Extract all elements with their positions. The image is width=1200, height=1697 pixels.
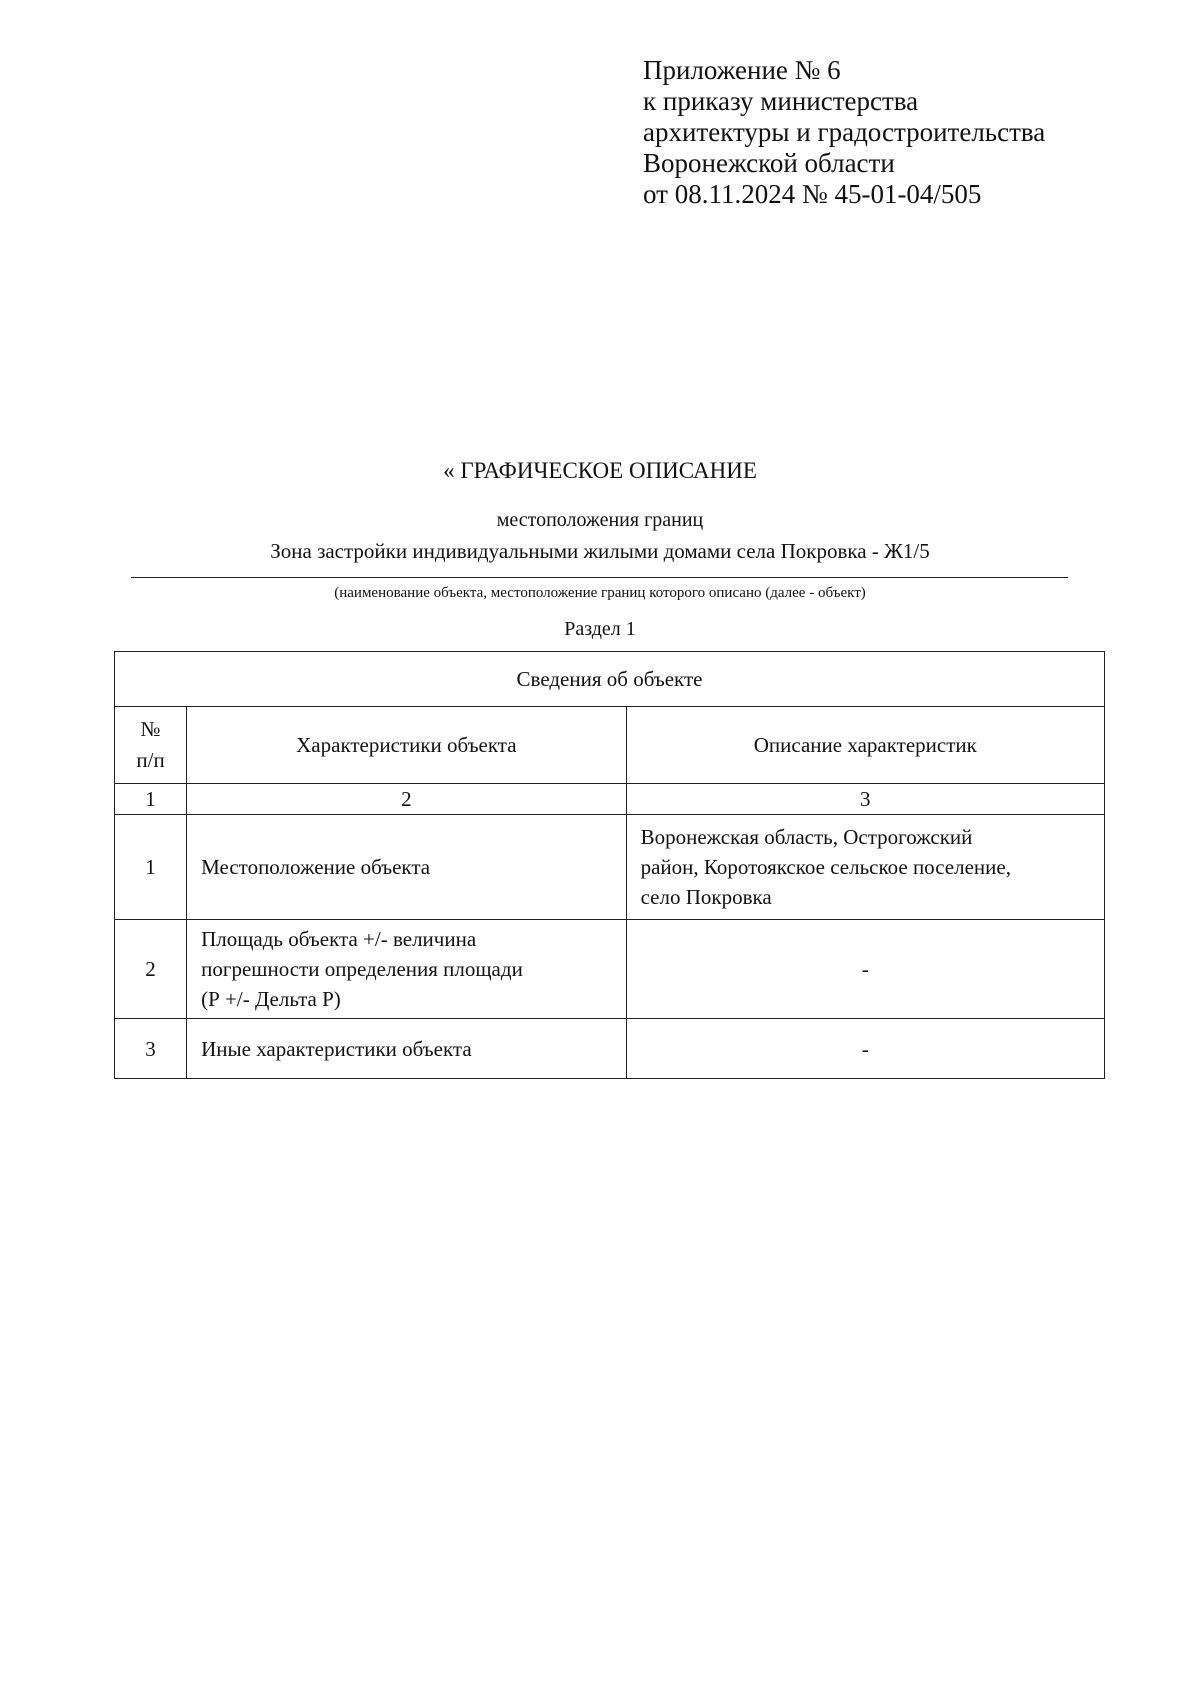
description-line: - xyxy=(861,1036,869,1061)
appendix-header xyxy=(643,55,1163,210)
document-subtitle: местоположения границ xyxy=(496,509,704,531)
object-name-caption: (наименование объекта, местоположение границ которого описано (далее - объект) xyxy=(334,585,866,601)
object-name: Зона застройки индивидуальными жилыми домами села Покровка - Ж1/5 xyxy=(270,539,930,563)
characteristic-line: Площадь объекта +/- величина xyxy=(201,927,477,951)
column-number: 2 xyxy=(187,784,626,815)
appendix-line: архитектуры и градостроительства xyxy=(643,117,1046,147)
characteristic-line: Иные характеристики объекта xyxy=(201,1036,472,1061)
characteristic-line: (Р +/- Дельта Р) xyxy=(201,987,341,1011)
header-number xyxy=(115,707,187,784)
row-number: 1 xyxy=(115,815,187,920)
header-number-line: п/п xyxy=(136,748,165,772)
row-description xyxy=(626,1019,1104,1079)
document-title: « ГРАФИЧЕСКОЕ ОПИСАНИЕ xyxy=(443,458,757,483)
row-number: 2 xyxy=(115,920,187,1019)
description-line: село Покровка xyxy=(640,885,772,909)
row-characteristic xyxy=(187,815,626,920)
description-line: район, Коротоякское сельское поселение, xyxy=(640,855,1011,879)
table-caption: Сведения об объекте xyxy=(115,652,1105,707)
row-number: 3 xyxy=(115,1019,187,1079)
table-caption-row xyxy=(115,652,1105,707)
header-characteristics: Характеристики объекта xyxy=(187,707,626,784)
appendix-line: к приказу министерства xyxy=(643,86,919,116)
appendix-line: Приложение № 6 xyxy=(643,55,841,85)
column-number-row xyxy=(115,784,1105,815)
characteristic-line: погрешности определения площади xyxy=(201,957,523,981)
section-heading: Раздел 1 xyxy=(564,618,636,640)
object-info-table xyxy=(114,651,1105,1079)
header-description: Описание характеристик xyxy=(626,707,1104,784)
appendix-line: от 08.11.2024 № 45-01-04/505 xyxy=(643,179,982,209)
row-description xyxy=(626,920,1104,1019)
table-row xyxy=(115,920,1105,1019)
underline-rule xyxy=(131,577,1068,578)
header-number-line: № xyxy=(140,717,161,741)
description-line: Воронежская область, Острогожский xyxy=(640,825,973,849)
table-row xyxy=(115,815,1105,920)
description-line: - xyxy=(861,957,869,981)
table-header-row xyxy=(115,707,1105,784)
column-number: 1 xyxy=(115,784,187,815)
table-row xyxy=(115,1019,1105,1079)
appendix-line: Воронежской области xyxy=(643,148,895,178)
column-number: 3 xyxy=(626,784,1104,815)
row-description xyxy=(626,815,1104,920)
row-characteristic xyxy=(187,1019,626,1079)
row-characteristic xyxy=(187,920,626,1019)
characteristic-line: Местоположение объекта xyxy=(201,855,431,879)
